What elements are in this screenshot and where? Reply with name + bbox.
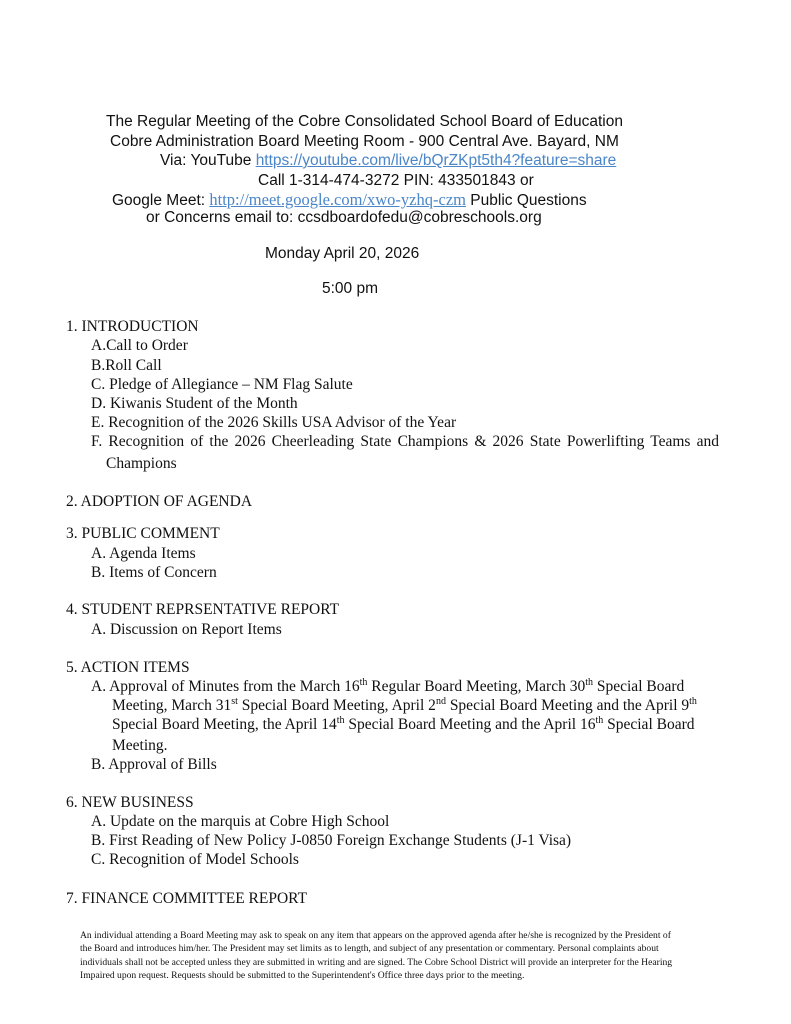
agenda-item: B. Items of Concern [91,564,217,581]
agenda-item: C. Recognition of Model Schools [91,851,299,868]
meeting-date: Monday April 20, 2026 [265,245,420,262]
agenda-item: B. First Reading of New Policy J-0850 Foreign Exchange Students (J-1 Visa) [91,832,572,849]
agenda-item: A.Call to Order [91,337,188,354]
email-line: or Concerns email to: ccsdboardofedu@cobreschools.org [146,209,542,226]
section-new-business-title: 6. NEW BUSINESS [66,794,194,811]
agenda-item: F. Recognition of the 2026 Cheerleading State Champions & 2026 State Powerlifting Teams and [91,433,719,450]
public-comment-notice: An individual attending a Board Meeting may ask to speak on any item that appears on the approved agenda after he/she is recognized by the President of the Board and introduces him/her. The President may set limits as to length, and subject of any presentation or commentary. Personal complaints about individuals shall not be accepted unless they are submitted in writing and are signed. The Cobre School District will provide an interpreter for the Hearing Impaired upon request. Requests should be submitted to the Superintendent's Office three days prior to the meeting. [80,930,673,981]
section-student-report-title: 4. STUDENT REPRSENTATIVE REPORT [66,601,340,618]
youtube-line [160,152,616,170]
agenda-item-continuation: Champions [106,455,177,472]
agenda-item-continuation: Meeting. [112,737,168,754]
section-adoption-title: 2. ADOPTION OF AGENDA [66,493,253,510]
agenda-item: B. Approval of Bills [91,756,217,773]
section-finance-title: 7. FINANCE COMMITTEE REPORT [66,890,308,907]
agenda-item: B.Roll Call [91,357,162,374]
google-meet-link[interactable]: http://meet.google.com/xwo-yzhq-czm [209,190,466,209]
agenda-item: A. Update on the marquis at Cobre High School [91,813,390,830]
agenda-item-continuation: Meeting, March 31st Special Board Meeting, April 2nd Special Board Meeting and the April 9th [112,695,697,714]
public-questions-label: Public Questions [470,192,587,209]
agenda-item: A. Agenda Items [91,545,196,562]
section-introduction-title: 1. INTRODUCTION [66,318,199,335]
section-action-items-title: 5. ACTION ITEMS [66,659,190,676]
youtube-link[interactable]: https://youtube.com/live/bQrZKpt5th4?feature=share [255,152,617,169]
agenda-item: A. Discussion on Report Items [91,621,282,638]
meeting-time: 5:00 pm [322,280,379,297]
agenda-item-continuation: Special Board Meeting, the April 14th Special Board Meeting and the April 16th Special Board [112,714,695,733]
agenda-item: D. Kiwanis Student of the Month [91,395,298,412]
meeting-title: The Regular Meeting of the Cobre Consolidated School Board of Education [106,113,623,130]
meeting-location: Cobre Administration Board Meeting Room - 900 Central Ave. Bayard, NM [110,133,619,150]
google-meet-line [112,190,587,210]
agenda-item: C. Pledge of Allegiance – NM Flag Salute [91,376,353,393]
youtube-label: Via: YouTube [160,152,252,169]
phone-line: Call 1-314-474-3272 PIN: 433501843 or [258,172,534,189]
google-meet-label: Google Meet: [112,192,206,209]
agenda-item: E. Recognition of the 2026 Skills USA Advisor of the Year [91,414,457,431]
section-public-comment-title: 3. PUBLIC COMMENT [66,525,220,542]
agenda-item: A. Approval of Minutes from the March 16th Regular Board Meeting, March 30th Special Board [91,676,685,695]
